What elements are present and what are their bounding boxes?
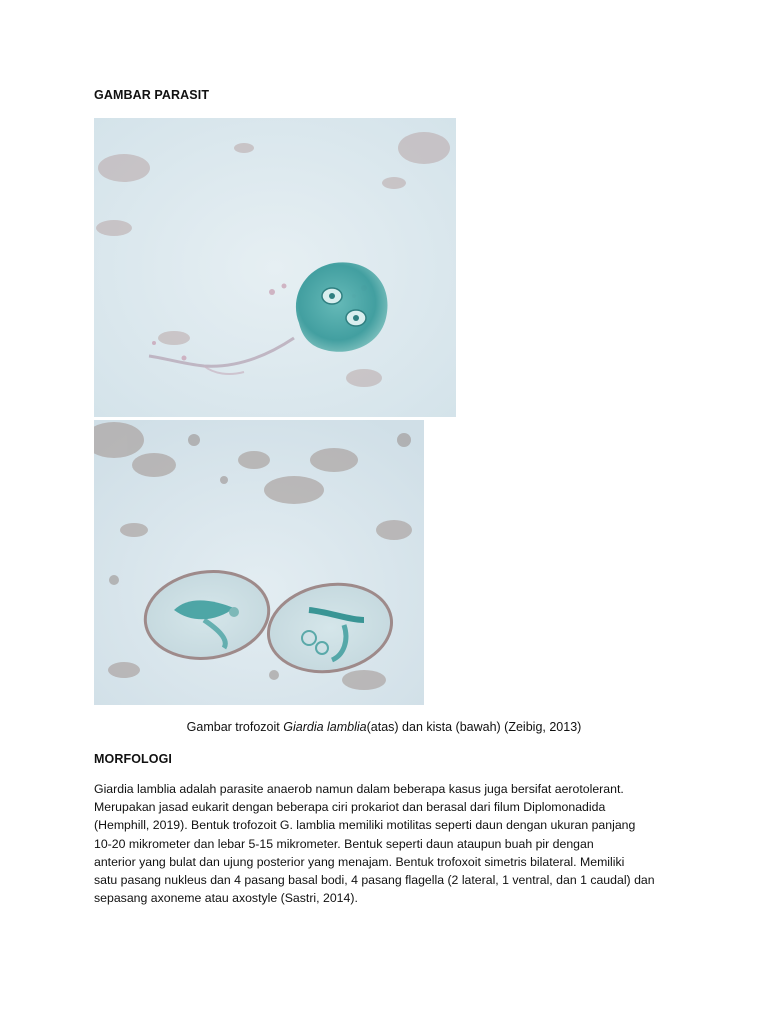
- caption-prefix: Gambar trofozoit: [186, 720, 284, 734]
- paragraph-line: sepasang axoneme atau axostyle (Sastri, 2014).: [94, 891, 358, 906]
- cyst-micrograph: [94, 420, 424, 705]
- caption-species: Giardia lamblia: [283, 720, 367, 734]
- paragraph-line: Merupakan jasad eukarit dengan beberapa ciri prokariot dan berasal dari filum Diplomonadida: [94, 800, 606, 815]
- caption-suffix: (atas) dan kista (bawah) (Zeibig, 2013): [366, 720, 582, 734]
- paragraph-line: Giardia lamblia adalah parasite anaerob namun dalam beberapa kasus juga bersifat aerotolerant.: [94, 782, 624, 796]
- figure-caption: [94, 720, 674, 734]
- heading-morfologi: MORFOLOGI: [94, 752, 172, 766]
- morphology-paragraph: [94, 780, 684, 907]
- paragraph-line: (Hemphill, 2019). Bentuk trofozoit G. lamblia memiliki motilitas seperti daun dengan ukuran panjang: [94, 818, 636, 833]
- paragraph-line: anterior yang bulat dan ujung posterior yang menajam. Bentuk trofoxoit simetris bilateral. Memiliki: [94, 854, 625, 869]
- trophozoite-micrograph: [94, 118, 456, 417]
- heading-gambar-parasit: GAMBAR PARASIT: [94, 88, 210, 102]
- paragraph-line: 10-20 mikrometer dan lebar 5-15 mikrometer. Bentuk seperti daun ataupun buah pir dengan: [94, 836, 594, 851]
- paragraph-line: satu pasang nukleus dan 4 pasang basal bodi, 4 pasang flagella (2 lateral, 1 ventral, dan 1 caudal) dan: [94, 873, 655, 888]
